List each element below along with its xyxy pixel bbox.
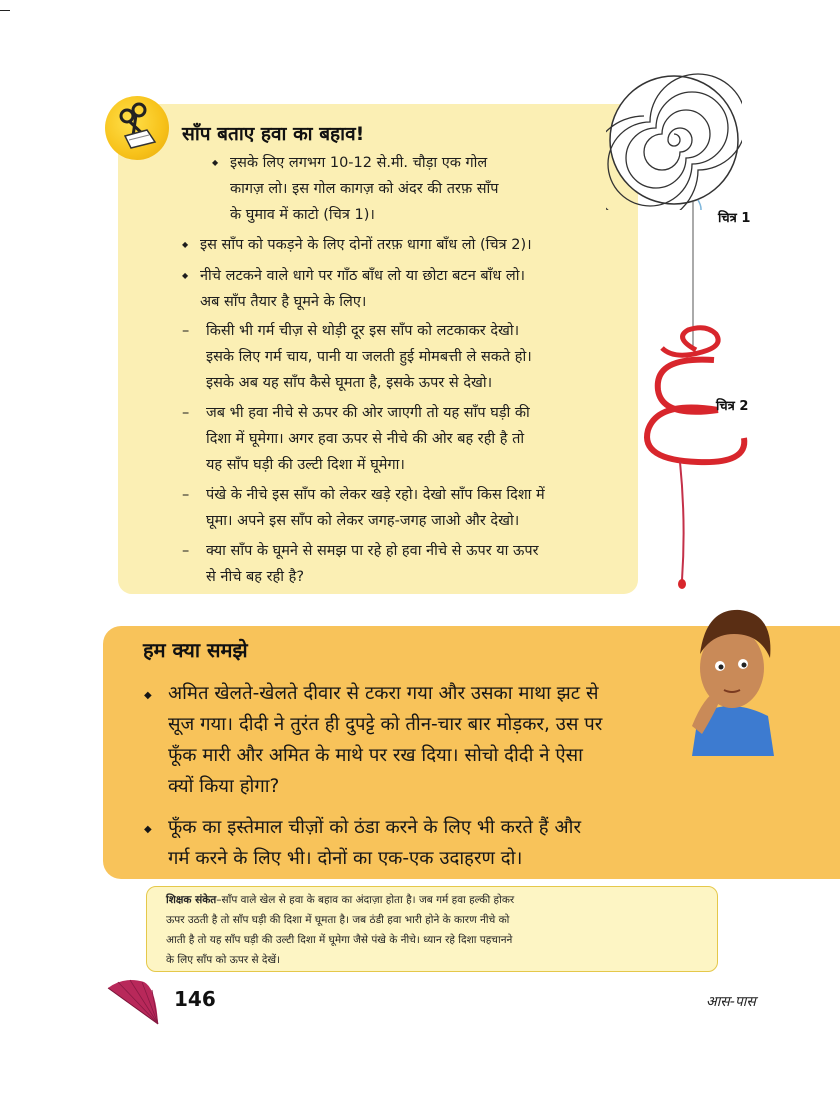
understanding-line: गर्म करने के लिए भी। दोनों का एक-एक उदाहरण दो।: [168, 848, 523, 869]
understanding-line: फूँक मारी और अमित के माथे पर रख दिया। सोचो दीदी ने ऐसा: [168, 745, 583, 766]
activity-line: से नीचे बह रही है?: [206, 569, 305, 585]
figure-1-label: चित्र 1: [718, 211, 751, 226]
activity-line: ◆ इस साँप को पकड़ने के लिए दोनों तरफ़ धागा बाँध लो (चित्र 2)।: [200, 232, 532, 258]
activity-line: अब साँप तैयार है घूमने के लिए।: [200, 294, 367, 310]
figure-2-label: चित्र 2: [716, 399, 749, 414]
teacher-note-line: आती है तो यह साँप घड़ी की उल्टी दिशा में घूमेगा जैसे पंखे के नीचे। ध्यान रहे दिशा पहचानने: [166, 934, 513, 946]
teacher-note-line: –साँप वाले खेल से हवा के बहाव का अंदाज़ा होता है। जब गर्म हवा हल्की होकर: [216, 894, 515, 906]
activity-line: ◆ नीचे लटकने वाले धागे पर गाँठ बाँध लो या छोटा बटन बाँध लो।: [200, 263, 525, 289]
activity-line: यह साँप घड़ी की उल्टी दिशा में घूमेगा।: [206, 457, 405, 473]
activity-line: घूमा। अपने इस साँप को लेकर जगह-जगह जाओ और देखो।: [206, 513, 520, 529]
understanding-line: ◆ फूँक का इस्तेमाल चीज़ों को ठंडा करने के लिए भी करते हैं और: [168, 812, 581, 843]
activity-line: – क्या साँप के घूमने से समझ पा रहे हो हवा नीचे से ऊपर या ऊपर: [206, 538, 539, 564]
activity-line: – किसी भी गर्म चीज़ से थोड़ी दूर इस साँप को लटकाकर देखो।: [206, 318, 519, 344]
understanding-line: क्यों किया होगा?: [168, 776, 280, 797]
understanding-line: सूज गया। दीदी ने तुरंत ही दुपट्टे को तीन-चार बार मोड़कर, उस पर: [168, 714, 603, 735]
activity-line: – जब भी हवा नीचे से ऊपर की ओर जाएगी तो यह साँप घड़ी की: [206, 400, 530, 426]
teacher-note-label: शिक्षक संकेत: [166, 894, 217, 906]
fan-icon: [104, 978, 160, 1026]
page-number: 146: [174, 987, 216, 1011]
scissors-activity-icon: [105, 96, 169, 160]
teacher-note: [166, 890, 706, 970]
crop-mark: [0, 10, 10, 11]
activity-line: दिशा में घूमेगा। अगर हवा ऊपर से नीचे की ओर बह रही है तो: [206, 431, 525, 447]
activity-line: – पंखे के नीचे इस साँप को लेकर खड़े रहो। देखो साँप किस दिशा में: [206, 482, 545, 508]
activity-line: इसके अब यह साँप कैसे घूमता है, इसके ऊपर से देखो।: [206, 375, 493, 391]
understanding-line: ◆ अमित खेलते-खेलते दीवार से टकरा गया और उसका माथा झट से: [168, 678, 598, 709]
activity-line: ◆ इसके लिए लगभग 10-12 से.मी. चौड़ा एक गोल: [230, 150, 487, 176]
teacher-note-line: ऊपर उठती है तो साँप घड़ी की दिशा में घूमता है। जब ठंडी हवा भारी होने के कारण नीचे को: [166, 914, 510, 926]
boy-thinking-illustration: [688, 606, 774, 756]
paper-spiral-figure: [606, 72, 742, 210]
activity-title: साँप बताए हवा का बहाव!: [182, 123, 365, 145]
hanging-snake-figure: [640, 200, 770, 590]
activity-line: के घुमाव में काटो (चित्र 1)।: [230, 207, 375, 223]
activity-line: कागज़ लो। इस गोल कागज़ को अंदर की तरफ़ साँप: [230, 181, 499, 197]
understanding-title: हम क्या समझे: [143, 638, 248, 662]
teacher-note-line: के लिए साँप को ऊपर से देखें।: [166, 954, 281, 966]
book-name: आस-पास: [706, 994, 756, 1010]
activity-line: इसके लिए गर्म चाय, पानी या जलती हुई मोमबत्ती ले सकते हो।: [206, 349, 532, 365]
